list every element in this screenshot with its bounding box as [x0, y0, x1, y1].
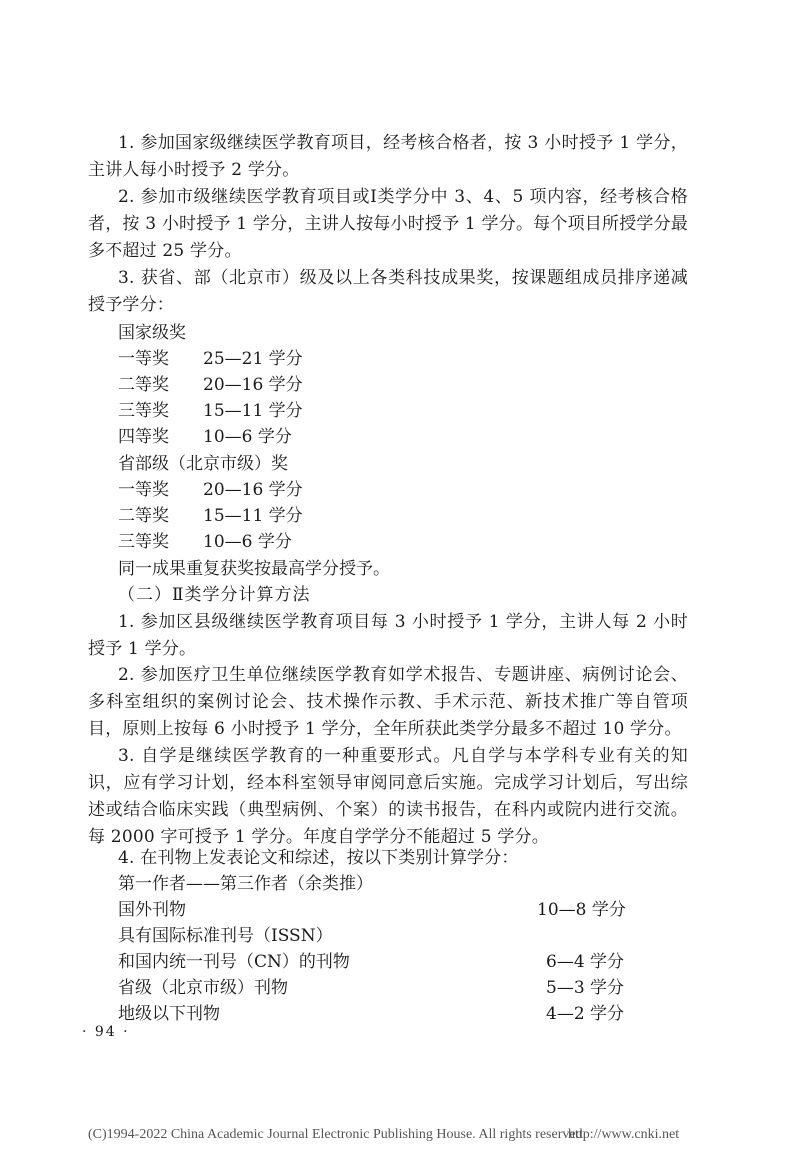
award-credits: 10—6 学分 — [203, 427, 292, 447]
pub-issn-credits: 6—4 学分 — [546, 952, 625, 972]
pub-provincial-credits: 5—3 学分 — [546, 978, 625, 998]
award-credits: 10—6 学分 — [203, 532, 292, 552]
pub-foreign-label: 国外刊物 — [118, 900, 186, 920]
award-level: 二等奖 — [118, 375, 169, 395]
national-award-row — [118, 398, 303, 424]
paragraph-self-study: 3. 自学是继续医学教育的一种重要形式。凡自学与本学科专业有关的知识，应有学习计划，经本科室领导审阅同意后实施。完成学习计划后，写出综述或结合临床实践（典型病例、个案）的读书报告，在科内或院内进行交流。每 2000 字可授予 1 学分。年度自学学分不能超过 5 学分。 — [88, 746, 688, 847]
provincial-awards-title: 省部级（北京市级）奖 — [118, 454, 288, 474]
pub-issn-label-line2: 和国内统一刊号（CN）的刊物 — [118, 952, 350, 972]
paragraph-municipal-project: 2. 参加市级继续医学教育项目或Ⅰ类学分中 3、4、5 项内容，经考核合格者，按 3 小时授予 1 学分，主讲人按每小时授予 1 学分。每个项目所授学分最多不超过 25 学分。 — [88, 187, 688, 261]
pub-issn-label-line1: 具有国际标准刊号（ISSN） — [118, 926, 333, 946]
provincial-award-row — [118, 503, 303, 529]
award-level: 一等奖 — [118, 480, 169, 500]
footer-copyright: (C)1994-2022 China Academic Journal Electronic Publishing House. All rights reserved. — [88, 1127, 587, 1142]
same-result-note: 同一成果重复获奖按最高学分授予。 — [118, 559, 390, 579]
author-order-line: 第一作者——第三作者（余类推） — [118, 874, 373, 894]
paragraph-district-project: 1. 参加区县级继续医学教育项目每 3 小时授予 1 学分，主讲人每 2 小时授予 1 学分。 — [88, 612, 688, 659]
section2-heading: （二）Ⅱ类学分计算方法 — [118, 585, 311, 605]
award-credits: 15—11 学分 — [203, 401, 303, 421]
paragraph-publications-intro: 4. 在刊物上发表论文和综述，按以下类别计算学分： — [118, 848, 519, 868]
pub-foreign-credits: 10—8 学分 — [537, 900, 626, 920]
pub-local-credits: 4—2 学分 — [546, 1004, 625, 1024]
award-credits: 25—21 学分 — [203, 349, 303, 369]
pub-local-label: 地级以下刊物 — [118, 1004, 220, 1024]
national-award-row — [118, 372, 303, 398]
national-award-row — [118, 346, 303, 372]
paragraph-awards-intro: 3. 获省、部（北京市）级及以上各类科技成果奖，按课题组成员排序递减授予学分： — [88, 268, 688, 315]
award-level: 三等奖 — [118, 532, 169, 552]
award-level: 二等奖 — [118, 506, 169, 526]
award-credits: 20—16 学分 — [203, 480, 303, 500]
paragraph-institution-project: 2. 参加医疗卫生单位继续医学教育如学术报告、专题讲座、病例讨论会、多科室组织的案例讨论会、技术操作示教、手术示范、新技术推广等自管项目，原则上按每 6 小时授予 1 学分，全年所获此类学分最多不超过 10 学分。 — [88, 665, 688, 739]
award-credits: 20—16 学分 — [203, 375, 303, 395]
national-award-row — [118, 424, 292, 450]
award-credits: 15—11 学分 — [203, 506, 303, 526]
pub-provincial-label: 省级（北京市级）刊物 — [118, 978, 288, 998]
provincial-award-row — [118, 477, 303, 503]
award-level: 四等奖 — [118, 427, 169, 447]
national-awards-title: 国家级奖 — [118, 323, 186, 343]
award-level: 三等奖 — [118, 401, 169, 421]
page-number: · 94 · — [82, 1024, 130, 1040]
provincial-award-row — [118, 529, 292, 555]
footer — [88, 1127, 688, 1143]
footer-url[interactable]: http://www.cnki.net — [568, 1127, 680, 1142]
award-level: 一等奖 — [118, 349, 169, 369]
paragraph-national-project: 1. 参加国家级继续医学教育项目，经考核合格者，按 3 小时授予 1 学分，主讲人每小时授予 2 学分。 — [88, 133, 688, 180]
